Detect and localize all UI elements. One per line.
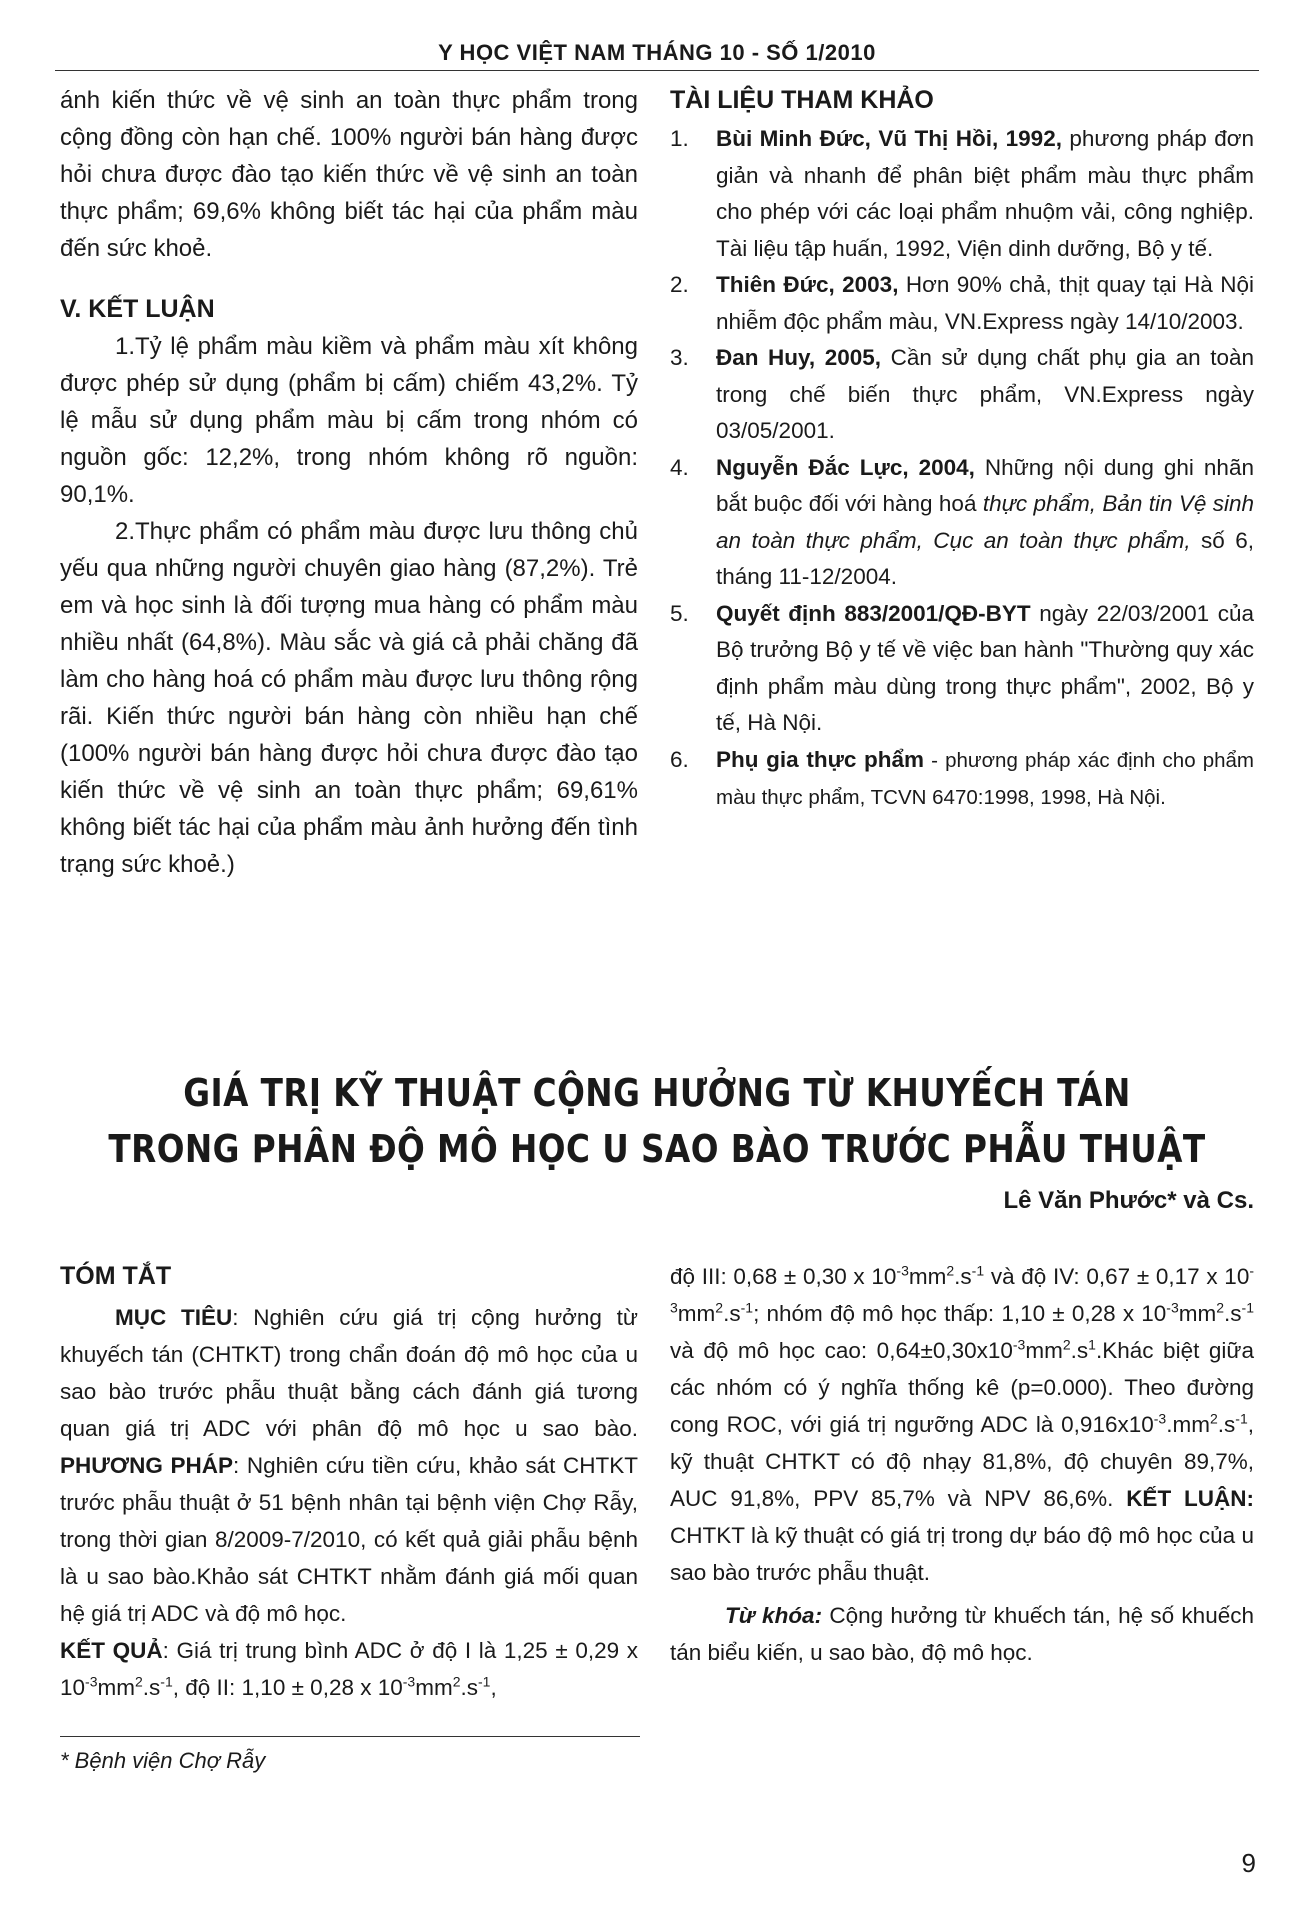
running-head: Y HỌC VIỆT NAM THÁNG 10 - SỐ 1/2010 bbox=[438, 40, 876, 65]
superscript: 2 bbox=[452, 1673, 461, 1690]
abstract-heading: TÓM TẮT bbox=[60, 1262, 172, 1290]
superscript: 2 bbox=[946, 1262, 955, 1279]
results-text: .s bbox=[954, 1264, 972, 1289]
abstract-left-column bbox=[60, 1258, 638, 1706]
reference-authors: Bùi Minh Đức, Vũ Thị Hồi, 1992, bbox=[716, 126, 1062, 151]
results-text: : Giá trị trung bình ADC ở độ I là 1,25 ± 0,29 x 10 bbox=[60, 1638, 638, 1700]
method-text: : Nghiên cứu tiền cứu, khảo sát CHTKT trước phẫu thuật ở 51 bệnh nhân tại bệnh viện Chợ Rẫy, trong thời gian 8/2009-7/2010, có kết quả giải phẫu bệnh là u sao bào.Khảo sát CHTKT nhằm đánh giá mối quan hệ giá trị ADC và độ mô học. bbox=[60, 1453, 638, 1626]
reference-number: 1. bbox=[670, 126, 689, 151]
results-text: , kỹ thuật CHTKT có độ nhạy 81,8%, độ chuyên 89,7%, AUC 91,8%, PPV 85,7% và NPV 86,6%. bbox=[670, 1412, 1254, 1511]
keywords-paragraph bbox=[670, 1597, 1254, 1671]
superscript: -1 bbox=[971, 1262, 985, 1279]
references-column bbox=[670, 82, 1254, 817]
reference-authors: Quyết định 883/2001/QĐ-BYT bbox=[716, 600, 1031, 626]
abstract-conclusion-text: CHTKT là kỹ thuật có giá trị trong dự báo độ mô học của u sao bào trước phẫu thuật. bbox=[670, 1523, 1254, 1585]
superscript: 1 bbox=[1088, 1336, 1096, 1353]
paragraph-knowledge: ánh kiến thức về vệ sinh an toàn thực phẩm trong cộng đồng còn hạn chế. 100% người bán hàng được hỏi chưa được đào tạo kiến thức về vệ sinh an toàn thực phẩm; 69,6% không biết tác hại của phẩm màu đến sức khoẻ. bbox=[60, 87, 638, 262]
results-text: .s bbox=[460, 1675, 479, 1700]
reference-item bbox=[670, 267, 1254, 340]
keywords-label: Từ khóa: bbox=[725, 1603, 823, 1628]
superscript: -3 bbox=[1166, 1299, 1179, 1316]
results-text: mm bbox=[97, 1675, 135, 1700]
results-text: mm bbox=[677, 1301, 716, 1326]
keywords-text: Cộng hưởng từ khuếch tán, hệ số khuếch tán biểu kiến, u sao bào, độ mô học. bbox=[670, 1603, 1254, 1665]
superscript: 2 bbox=[1216, 1299, 1225, 1316]
authors: Lê Văn Phước* và Cs. bbox=[1003, 1187, 1254, 1214]
abstract-right-column bbox=[670, 1258, 1254, 1671]
footnote: * Bệnh viện Chợ Rẫy bbox=[60, 1748, 266, 1773]
page-number: 9 bbox=[1241, 1848, 1256, 1878]
results-text: .s bbox=[1224, 1301, 1242, 1326]
results-text: mm bbox=[1178, 1301, 1217, 1326]
reference-number: 2. bbox=[670, 272, 689, 297]
results-text: .Khác biệt giữa các nhóm có ý nghĩa thống kê (p=0.000). Theo đường cong ROC, với giá trị ngưỡng ADC là 0,916x10 bbox=[670, 1338, 1254, 1437]
reference-authors: Phụ gia thực phẩm bbox=[716, 746, 925, 772]
superscript: 2 bbox=[1209, 1410, 1218, 1427]
article-title-line: GIÁ TRỊ KỸ THUẬT CỘNG HƯỞNG TỪ KHUYẾCH TÁN bbox=[183, 1071, 1131, 1115]
superscript: -1 bbox=[740, 1299, 754, 1316]
conclusion-heading: V. KẾT LUẬN bbox=[60, 295, 215, 323]
reference-text: số 6, tháng 11-12/2004. bbox=[716, 527, 1255, 589]
article-title bbox=[92, 1065, 1222, 1177]
superscript: -1 bbox=[1235, 1410, 1248, 1427]
abstract-conclusion-label: KẾT LUẬN: bbox=[1126, 1486, 1254, 1511]
results-text: , độ II: 1,10 ± 0,28 x 10 bbox=[172, 1675, 403, 1700]
superscript: 2 bbox=[1062, 1336, 1071, 1353]
reference-item bbox=[670, 340, 1254, 450]
reference-text: Những nội dung ghi nhãn bắt buộc đối với hàng hoá bbox=[716, 454, 1254, 516]
results-text: mm bbox=[908, 1264, 947, 1289]
conclusion-point-1: 1.Tỷ lệ phẩm màu kiềm và phẩm màu xít không được phép sử dụng (phẩm bị cấm) chiếm 43,2%. Tỷ lệ mẫu sử dụng phẩm màu bị cấm trong nhóm có nguồn gốc: 12,2%, trong nhóm không rõ nguồn: 90,1%. bbox=[60, 333, 638, 508]
superscript: 2 bbox=[715, 1299, 724, 1316]
abstract-paragraph bbox=[60, 1299, 638, 1632]
results-continued bbox=[670, 1258, 1254, 1591]
reference-item bbox=[670, 121, 1254, 267]
header-rule bbox=[55, 70, 1259, 71]
conclusion-point-2: 2.Thực phẩm có phẩm màu được lưu thông chủ yếu qua những người chuyên giao hàng (87,2%). Trẻ em và học sinh là đối tượng mua hàng có phẩm màu nhiều nhất (64,8%). Màu sắc và giá cả phải chăng đã làm cho hàng hoá có phẩm màu được lưu thông rộng rãi. Kiến thức người bán hàng còn nhiều hạn chế (100% người bán hàng được hỏi chưa được đào tạo kiến thức về vệ sinh an toàn thực phẩm; 69,61% không biết tác hại của phẩm màu ảnh hưởng đến tình trạng sức khoẻ.) bbox=[60, 518, 638, 878]
reference-authors: Đan Huy, 2005, bbox=[716, 345, 882, 370]
results-label: KẾT QUẢ bbox=[60, 1638, 163, 1663]
footnote-rule bbox=[60, 1736, 640, 1737]
superscript: -3 bbox=[896, 1262, 909, 1279]
results-text: .s bbox=[1217, 1412, 1236, 1437]
reference-number: 3. bbox=[670, 345, 689, 370]
superscript: -1 bbox=[478, 1673, 491, 1690]
results-text: .s bbox=[142, 1675, 161, 1700]
superscript: 2 bbox=[134, 1673, 143, 1690]
results-text: , bbox=[490, 1675, 497, 1700]
superscript: -3 bbox=[85, 1673, 98, 1690]
results-text: ; nhóm độ mô học thấp: 1,10 ± 0,28 x 10 bbox=[753, 1301, 1167, 1326]
superscript: -3 bbox=[402, 1673, 416, 1690]
results-paragraph bbox=[60, 1632, 638, 1706]
results-text: mm bbox=[1025, 1338, 1063, 1363]
objective-label: MỤC TIÊU bbox=[115, 1305, 233, 1330]
reference-text: Hơn 90% chả, thịt quay tại Hà Nội nhiễm độc phẩm màu, VN.Express ngày 14/10/2003. bbox=[716, 272, 1254, 334]
reference-source: thực phẩm, Bản tin Vệ sinh an toàn thực phẩm, Cục an toàn thực phẩm, bbox=[716, 491, 1254, 553]
superscript: -1 bbox=[1241, 1299, 1254, 1316]
reference-text: - phương pháp xác định cho phẩm màu thực phẩm, TCVN 6470:1998, 1998, Hà Nội. bbox=[716, 748, 1254, 809]
results-text: .mm bbox=[1166, 1412, 1210, 1437]
left-top-column bbox=[60, 82, 638, 883]
reference-item bbox=[670, 596, 1254, 742]
reference-item bbox=[670, 450, 1254, 596]
reference-authors: Thiên Đức, 2003, bbox=[716, 272, 899, 297]
superscript: -3 bbox=[1012, 1336, 1026, 1353]
reference-text: Cần sử dụng chất phụ gia an toàn trong chế biến thực phẩm, VN.Express ngày 03/05/2001. bbox=[716, 345, 1254, 443]
reference-authors: Nguyễn Đắc Lực, 2004, bbox=[716, 454, 975, 480]
superscript: -3 bbox=[1153, 1410, 1167, 1427]
results-text: .s bbox=[723, 1301, 741, 1326]
reference-number: 5. bbox=[670, 600, 689, 626]
superscript: -1 bbox=[160, 1673, 173, 1690]
reference-number: 4. bbox=[670, 454, 689, 480]
references-heading: TÀI LIỆU THAM KHẢO bbox=[670, 86, 934, 114]
method-label: PHƯƠNG PHÁP bbox=[60, 1453, 234, 1478]
article-title-line: TRONG PHÂN ĐỘ MÔ HỌC U SAO BÀO TRƯỚC PHẪU THUẬT bbox=[108, 1127, 1206, 1171]
reference-item bbox=[670, 742, 1254, 817]
results-text: độ III: 0,68 ± 0,30 x 10 bbox=[670, 1264, 897, 1289]
reference-list bbox=[670, 121, 1254, 817]
reference-text: phương pháp đơn giản và nhanh để phân biệt phẩm màu thực phẩm cho phép với các loại phẩm nhuộm vải, công nghiệp. Tài liệu tập huấn, 1992, Viện dinh dưỡng, Bộ y tế. bbox=[716, 126, 1254, 261]
results-text: .s bbox=[1070, 1338, 1089, 1363]
superscript: -3 bbox=[670, 1262, 1255, 1316]
objective-text: : Nghiên cứu giá trị cộng hưởng từ khuyếch tán (CHTKT) trong chẩn đoán độ mô học của u sao bào trước phẫu thuật bằng cách đánh giá tương quan giá trị ADC với phân độ mô học u sao bào. bbox=[60, 1305, 638, 1441]
results-text: và độ IV: 0,67 ± 0,17 x 10 bbox=[984, 1264, 1250, 1289]
results-text: và độ mô học cao: 0,64±0,30x10 bbox=[670, 1338, 1013, 1363]
reference-text: ngày 22/03/2001 của Bộ trưởng Bộ y tế về việc ban hành "Thường quy xác định phẩm màu dùng trong thực phẩm", 2002, Bộ y tế, Hà Nội. bbox=[716, 600, 1254, 735]
reference-number: 6. bbox=[670, 746, 689, 772]
results-text: mm bbox=[415, 1675, 453, 1700]
